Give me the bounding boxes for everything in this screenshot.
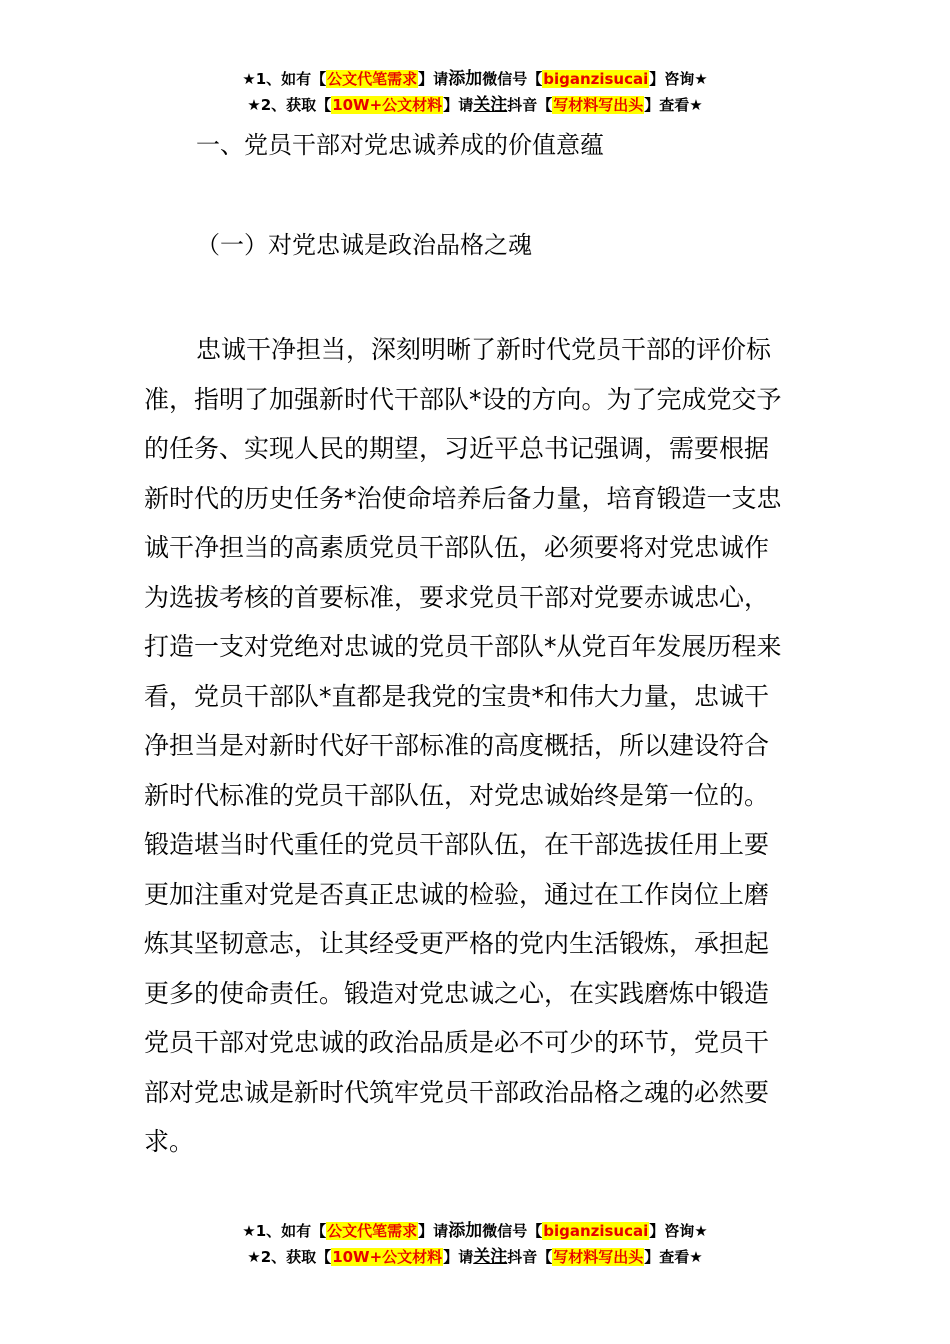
- paragraph-line: 的任务、实现人民的期望，习近平总书记强调，需要根据: [144, 434, 770, 463]
- paragraph-line: 锻造堪当时代重任的党员干部队伍，在干部选拔任用上要: [144, 830, 770, 859]
- banner-text: ★2、获取【: [247, 1248, 332, 1266]
- highlight-wechat-id: biganzisucai: [543, 1222, 649, 1240]
- highlight-service: 公文代笔需求: [327, 70, 418, 88]
- banner-text: ★1、如有【: [242, 70, 327, 88]
- banner-text: 】请: [443, 1248, 474, 1266]
- highlight-service: 公文代笔需求: [327, 1222, 418, 1240]
- body-paragraph: [144, 325, 808, 1167]
- banner-text: 微信号【: [482, 70, 543, 88]
- banner-emphasis: 添加: [448, 1221, 483, 1241]
- highlight-douyin-account: 写材料写出头: [553, 96, 644, 114]
- banner-text: 】查看★: [644, 1248, 703, 1266]
- paragraph-line: 更加注重对党是否真正忠诚的检验，通过在工作岗位上磨: [144, 879, 770, 909]
- banner-line-1: [0, 1218, 950, 1244]
- banner-line-1: [0, 66, 950, 92]
- banner-text: 微信号【: [482, 1222, 543, 1240]
- paragraph-line: 求。: [144, 1127, 195, 1156]
- banner-text: ★2、获取【: [247, 96, 332, 114]
- banner-text: 抖音【: [507, 96, 553, 114]
- banner-text: ★1、如有【: [242, 1222, 327, 1240]
- paragraph-line: 新时代的历史任务*治使命培养后备力量，培育锻造一支忠: [144, 483, 782, 513]
- paragraph-line: 准，指明了加强新时代干部队*设的方向。为了完成党交予: [144, 384, 782, 414]
- banner-emphasis: 关注: [473, 95, 508, 115]
- highlight-wechat-id: biganzisucai: [543, 70, 649, 88]
- paragraph-line: 诚干净担当的高素质党员干部队伍，必须要将对党忠诚作: [144, 533, 770, 562]
- highlight-douyin-account: 写材料写出头: [553, 1248, 644, 1266]
- paragraph-line: 净担当是对新时代好干部标准的高度概括，所以建设符合: [144, 731, 770, 760]
- highlight-materials: 10W+公文材料: [332, 96, 443, 114]
- paragraph-line: 忠诚干净担当，深刻明晰了新时代党员干部的评价标: [196, 335, 772, 364]
- paragraph-line: 新时代标准的党员干部队伍，对党忠诚始终是第一位的。: [144, 780, 770, 810]
- banner-text: 】咨询★: [649, 70, 708, 88]
- paragraph-line: 为选拔考核的首要标准，要求党员干部对党要赤诚忠心，: [144, 582, 770, 612]
- banner-text: 】咨询★: [649, 1222, 708, 1240]
- section-heading: 一、党员干部对党忠诚养成的价值意蕴: [196, 131, 604, 159]
- banner-line-2: [0, 92, 950, 118]
- banner-emphasis: 关注: [473, 1247, 508, 1267]
- banner-text: 抖音【: [507, 1248, 553, 1266]
- paragraph-line: 党员干部对党忠诚的政治品质是必不可少的环节，党员干: [144, 1028, 770, 1057]
- paragraph-line: 看，党员干部队*直都是我党的宝贵*和伟大力量，忠诚干: [144, 681, 770, 711]
- banner-text: 】请: [443, 96, 474, 114]
- banner-text: 】请: [418, 1222, 449, 1240]
- paragraph-line: 更多的使命责任。锻造对党忠诚之心，在实践磨炼中锻造: [144, 978, 770, 1008]
- highlight-materials: 10W+公文材料: [332, 1248, 443, 1266]
- paragraph-line: 打造一支对党绝对忠诚的党员干部队*从党百年发展历程来: [144, 632, 782, 661]
- banner-text: 】请: [418, 70, 449, 88]
- subsection-heading: （一）对党忠诚是政治品格之魂: [196, 231, 532, 259]
- banner-emphasis: 添加: [448, 69, 483, 89]
- paragraph-line: 部对党忠诚是新时代筑牢党员干部政治品格之魂的必然要: [144, 1077, 770, 1107]
- banner-text: 】查看★: [644, 96, 703, 114]
- bottom-banner: [0, 1218, 950, 1270]
- paragraph-line: 炼其坚韧意志，让其经受更严格的党内生活锻炼，承担起: [144, 929, 770, 958]
- top-banner: [0, 66, 950, 118]
- banner-line-2: [0, 1244, 950, 1270]
